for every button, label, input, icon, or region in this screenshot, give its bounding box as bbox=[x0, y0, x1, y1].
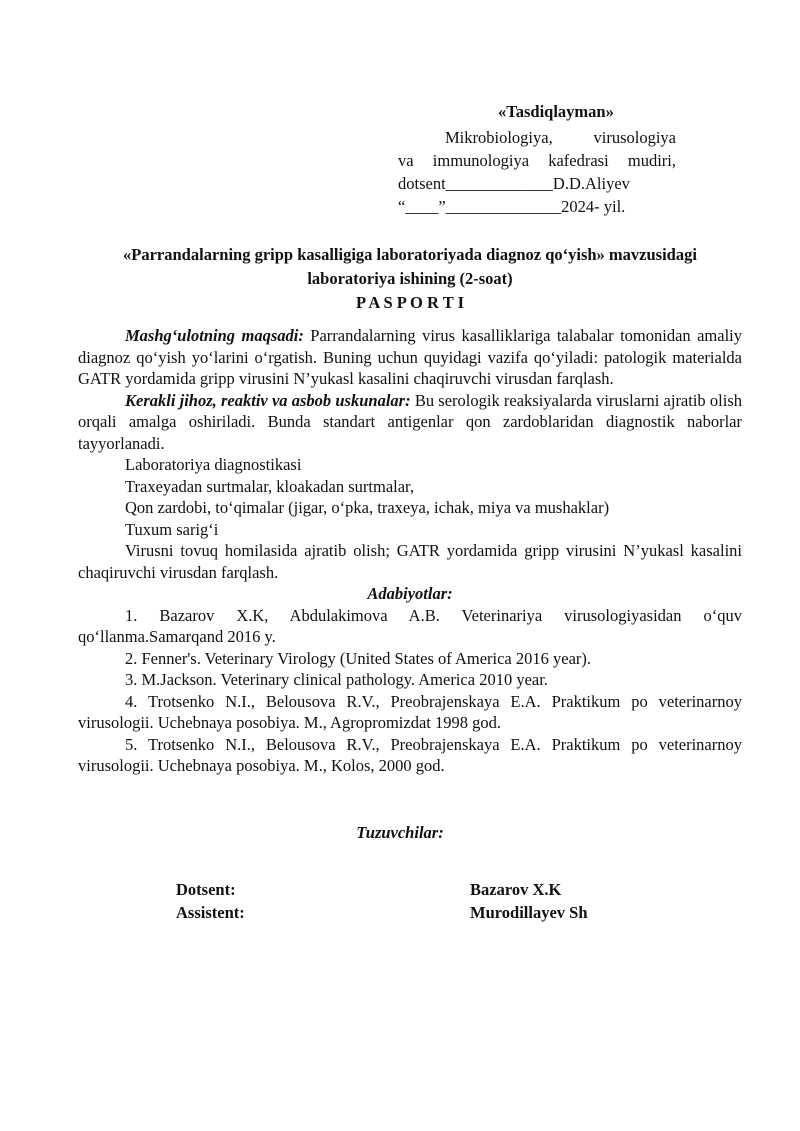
approval-line-1: Mikrobiologiya, virusologiya bbox=[445, 128, 676, 147]
equipment-paragraph bbox=[78, 390, 742, 455]
list-line: Traxeyadan surtmalar, kloakadan surtmalar, bbox=[125, 476, 415, 496]
author-roles bbox=[176, 878, 245, 924]
author-name-1: Bazarov X.K bbox=[470, 880, 562, 899]
approval-line-3: dotsent_____________D.D.Aliyev bbox=[398, 174, 630, 193]
author-names bbox=[470, 878, 588, 924]
list-line: Qon zardobi, to‘qimalar (jigar, o‘pka, traxeya, ichak, miya va mushaklar) bbox=[125, 498, 610, 517]
author-role-2: Assistent: bbox=[176, 903, 245, 922]
list-line: Laboratoriya diagnostikasi bbox=[125, 455, 302, 474]
approval-line-4: “____”______________2024- yil. bbox=[398, 197, 626, 216]
references-title: Adabiyotlar: bbox=[367, 584, 453, 603]
goal-label: Mashg‘ulotning maqsadi: bbox=[125, 326, 304, 345]
equipment-text: Bu serologik reaksiyalarda viruslarni ajratib olish orqali amalga oshiriladi. Bunda standart antigenlar qon zardoblaridan diagnostik naborlar tayyorlanadi. bbox=[78, 390, 742, 453]
reference-item: 3. M.Jackson. Veterinary clinical pathology. America 2010 year. bbox=[125, 670, 548, 689]
author-role-1: Dotsent: bbox=[176, 880, 236, 899]
document-title bbox=[70, 243, 750, 315]
goal-paragraph bbox=[78, 325, 742, 390]
document-body bbox=[78, 325, 742, 777]
title-line-2: laboratoriya ishining (2-soat) bbox=[307, 269, 513, 288]
author-name-2: Murodillayev Sh bbox=[470, 903, 588, 922]
approval-block bbox=[398, 100, 676, 218]
reference-item: 4. Trotsenko N.I., Belousova R.V., Preobrajenskaya E.A. Praktikum po veterinarnoy virusologii. Uchebnaya posobiya. M., Agropromizdat 1998 god. bbox=[78, 691, 742, 732]
authors-title: Tuzuvchilar: bbox=[356, 823, 444, 842]
list-line: Virusni tovuq homilasida ajratib olish; GATR yordamida gripp virusini N’yukasl kasalini chaqiruvchi virusdan farqlash. bbox=[78, 541, 742, 582]
goal-text: Parrandalarning virus kasalliklariga talabalar tomonidan amaliy diagnoz qo‘yish yo‘larini o‘rgatish. Buning uchun quyidagi vazifa qo‘yiladi: patologik materialda GATR yordamida gripp virusini N’yukasl kasalini chaqiruvchi virusdan farqlash. bbox=[78, 326, 742, 388]
title-line-1: «Parrandalarning gripp kasalligiga laboratoriyada diagnoz qo‘yish» mavzusidagi bbox=[123, 245, 697, 264]
reference-item: 1. Bazarov X.K, Abdulakimova A.B. Veterinariya virusologiyasidan o‘quv qo‘llanma.Samarqand 2016 y. bbox=[78, 605, 742, 646]
approval-title: «Tasdiqlayman» bbox=[498, 102, 614, 121]
title-passport: P A S P O R T I bbox=[355, 293, 465, 312]
reference-item: 2. Fenner's. Veterinary Virology (United States of America 2016 year). bbox=[125, 648, 592, 668]
reference-item: 5. Trotsenko N.I., Belousova R.V., Preobrajenskaya E.A. Praktikum po veterinarnoy virusologii. Uchebnaya posobiya. M., Kolos, 2000 god. bbox=[78, 734, 742, 775]
approval-line-2: va immunologiya kafedrasi mudiri, bbox=[398, 151, 676, 170]
equipment-label: Kerakli jihoz, reaktiv va asbob uskunalar: bbox=[125, 390, 411, 410]
list-line: Tuxum sarig‘i bbox=[125, 519, 219, 539]
